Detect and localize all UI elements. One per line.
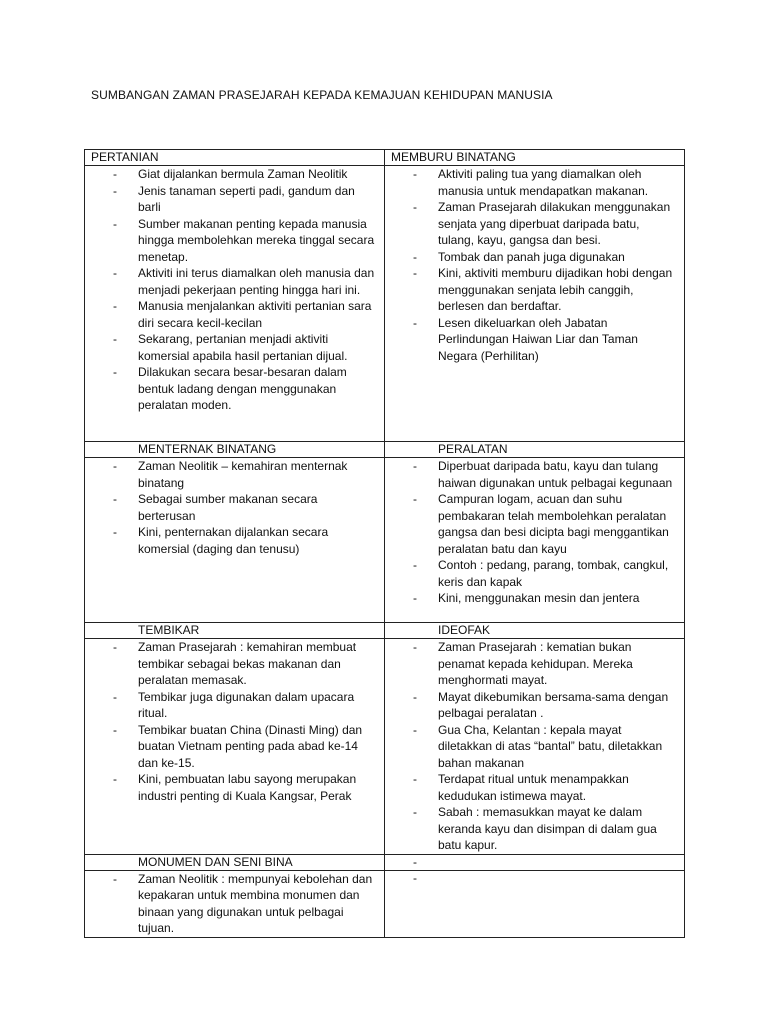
list-item bbox=[89, 722, 380, 772]
list-dash: - bbox=[413, 805, 417, 819]
list-item bbox=[89, 771, 380, 804]
list-item-text: Aktiviti paling tua yang diamalkan oleh manusia untuk mendapatkan makanan. bbox=[438, 167, 649, 198]
list-dash: - bbox=[113, 640, 117, 654]
section-heading-peralatan: PERALATAN bbox=[385, 442, 685, 458]
section-body-empty: - bbox=[385, 870, 685, 937]
list-dash: - bbox=[413, 689, 417, 704]
section-body-monumen-dan-seni-bina bbox=[85, 870, 385, 937]
list-item-text: Sumber makanan penting kepada manusia hingga membolehkan mereka tinggal secara menetap. bbox=[138, 216, 375, 264]
list-item bbox=[389, 689, 680, 722]
list-item-text: Kini, menggunakan mesin dan jentera bbox=[438, 591, 640, 605]
table-header-row bbox=[85, 623, 685, 639]
list-dash: - bbox=[413, 266, 417, 280]
list-item-text: Tembikar juga digunakan dalam upacara ritual. bbox=[138, 689, 355, 720]
list-dash: - bbox=[413, 558, 417, 572]
table-body-row bbox=[85, 458, 685, 623]
list-item bbox=[389, 722, 680, 772]
list-item bbox=[89, 166, 380, 183]
section-heading-monumen-dan-seni-bina: MONUMEN DAN SENI BINA bbox=[85, 854, 385, 870]
list-dash: - bbox=[113, 183, 117, 198]
list-item bbox=[89, 183, 380, 216]
section-heading-tembikar: TEMBIKAR bbox=[85, 623, 385, 639]
list-item-text: Zaman Prasejarah : kemahiran membuat tembikar sebagai bekas makanan dan peralatan memasak. bbox=[138, 640, 357, 687]
list-item-text: Sekarang, pertanian menjadi aktiviti komersial apabila hasil pertanian dijual. bbox=[138, 332, 348, 363]
list-item bbox=[389, 639, 680, 689]
list-item bbox=[89, 216, 380, 266]
table-body-row bbox=[85, 870, 685, 937]
list-dash: - bbox=[413, 167, 417, 181]
section-body-tembikar bbox=[85, 639, 385, 855]
section-heading-empty: - bbox=[385, 854, 685, 870]
list-item-text: Contoh : pedang, parang, tombak, cangkul, keris dan kapak bbox=[438, 558, 669, 589]
list-dash: - bbox=[113, 365, 117, 379]
list-item-text: Terdapat ritual untuk menampakkan kedudukan istimewa mayat. bbox=[438, 772, 629, 803]
list-dash: - bbox=[113, 722, 117, 737]
section-heading-ideofak: IDEOFAK bbox=[385, 623, 685, 639]
list-dash: - bbox=[113, 871, 117, 886]
list-dash: - bbox=[413, 722, 417, 737]
table-header-row bbox=[85, 854, 685, 870]
list-item bbox=[389, 265, 680, 315]
list-item-text: Zaman Neolitik – kemahiran menternak binatang bbox=[138, 459, 348, 490]
list-item bbox=[89, 458, 380, 491]
list-item bbox=[389, 771, 680, 804]
list-item bbox=[89, 639, 380, 689]
list-item-text: Giat dijalankan bermula Zaman Neolitik bbox=[138, 167, 348, 181]
list-item bbox=[89, 331, 380, 364]
list-item bbox=[89, 298, 380, 331]
list-dash: - bbox=[113, 689, 117, 704]
table-header-row bbox=[85, 442, 685, 458]
list-dash: - bbox=[413, 492, 417, 506]
bullet-list bbox=[89, 639, 380, 804]
table-body-row bbox=[85, 639, 685, 855]
list-item-text: Sabah : memasukkan mayat ke dalam keranda kayu dan disimpan di dalam gua batu kapur. bbox=[438, 805, 657, 852]
list-dash: - bbox=[413, 249, 417, 264]
bullet-list bbox=[389, 166, 680, 364]
list-dash: - bbox=[113, 332, 117, 346]
list-dash: - bbox=[113, 525, 117, 539]
list-item bbox=[89, 689, 380, 722]
list-dash: - bbox=[413, 459, 417, 473]
list-item-text: Manusia menjalankan aktiviti pertanian sara diri secara kecil-kecilan bbox=[138, 299, 372, 330]
list-item-text: Zaman Prasejarah : kematian bukan penamat kepada kehidupan. Mereka menghormati mayat. bbox=[438, 640, 633, 687]
list-item-text: Kini, pembuatan labu sayong merupakan industri penting di Kuala Kangsar, Perak bbox=[138, 772, 357, 803]
section-heading-memburu-binatang: MEMBURU BINATANG bbox=[385, 150, 685, 166]
bullet-list bbox=[389, 639, 680, 854]
list-item-text: Tembikar buatan China (Dinasti Ming) dan buatan Vietnam penting pada abad ke-14 dan ke-15. bbox=[138, 722, 363, 770]
list-dash: - bbox=[413, 772, 417, 786]
list-item-text: Aktiviti ini terus diamalkan oleh manusia dan menjadi pekerjaan penting hingga hari ini. bbox=[138, 266, 375, 297]
section-body-memburu-binatang bbox=[385, 166, 685, 442]
section-heading-menternak-binatang: MENTERNAK BINATANG bbox=[85, 442, 385, 458]
list-item bbox=[389, 199, 680, 249]
list-item bbox=[89, 524, 380, 557]
list-item-text: Campuran logam, acuan dan suhu pembakaran telah membolehkan peralatan gangsa dan besi dicipta bagi menggantikan peralatan batu dan kayu bbox=[438, 492, 669, 556]
list-item bbox=[389, 166, 680, 199]
section-body-peralatan bbox=[385, 458, 685, 623]
list-item-text: Gua Cha, Kelantan : kepala mayat diletakkan di atas “bantal” batu, diletakkan bahan makanan bbox=[438, 722, 663, 770]
list-item-text: Kini, penternakan dijalankan secara komersial (daging dan tenusu) bbox=[138, 525, 329, 556]
list-dash: - bbox=[413, 591, 417, 605]
document-title: SUMBANGAN ZAMAN PRASEJARAH KEPADA KEMAJUAN KEHIDUPAN MANUSIA bbox=[91, 88, 553, 102]
list-item-text: Mayat dikebumikan bersama-sama dengan pelbagai peralatan . bbox=[438, 689, 669, 720]
list-item bbox=[389, 315, 680, 365]
list-item bbox=[89, 265, 380, 298]
table-body-row bbox=[85, 166, 685, 442]
list-item-text: Diperbuat daripada batu, kayu dan tulang haiwan digunakan untuk pelbagai kegunaan bbox=[438, 459, 673, 490]
list-dash: - bbox=[113, 492, 117, 506]
bullet-list bbox=[389, 458, 680, 607]
list-item bbox=[89, 871, 380, 937]
list-item-text: Dilakukan secara besar-besaran dalam bentuk ladang dengan menggunakan peralatan moden. bbox=[138, 365, 347, 412]
list-item bbox=[389, 804, 680, 854]
section-body-pertanian bbox=[85, 166, 385, 442]
list-dash: - bbox=[113, 167, 117, 181]
list-dash: - bbox=[113, 772, 117, 786]
list-dash: - bbox=[413, 200, 417, 214]
list-item-text: Zaman Neolitik : mempunyai kebolehan dan kepakaran untuk membina monumen dan binaan yang digunakan untuk pelbagai tujuan. bbox=[138, 871, 373, 935]
section-heading-pertanian: PERTANIAN bbox=[85, 150, 385, 166]
bullet-list bbox=[89, 458, 380, 557]
list-dash: - bbox=[413, 315, 417, 330]
list-item-text: Sebagai sumber makanan secara berterusan bbox=[138, 492, 318, 523]
list-dash: - bbox=[413, 640, 417, 654]
bullet-list bbox=[89, 166, 380, 414]
bullet-list bbox=[89, 871, 380, 937]
list-item bbox=[389, 249, 680, 266]
list-item bbox=[389, 557, 680, 590]
table-header-row bbox=[85, 150, 685, 166]
list-item-text: Zaman Prasejarah dilakukan menggunakan senjata yang diperbuat daripada batu, tulang, kayu, gangsa dan besi. bbox=[438, 200, 671, 247]
list-dash: - bbox=[113, 216, 117, 231]
list-item-text: Lesen dikeluarkan oleh Jabatan Perlindungan Haiwan Liar dan Taman Negara (Perhilitan) bbox=[438, 315, 638, 363]
list-dash: - bbox=[113, 266, 117, 280]
list-item bbox=[389, 458, 680, 491]
list-item-text: Kini, aktiviti memburu dijadikan hobi dengan menggunakan senjata lebih canggih, berlesen dan berdaftar. bbox=[438, 266, 673, 313]
section-body-menternak-binatang bbox=[85, 458, 385, 623]
summary-table bbox=[84, 149, 685, 938]
list-item bbox=[89, 491, 380, 524]
list-item-text: Tombak dan panah juga digunakan bbox=[438, 249, 625, 264]
list-item-text: Jenis tanaman seperti padi, gandum dan barli bbox=[138, 183, 355, 214]
list-dash: - bbox=[113, 299, 117, 313]
section-body-ideofak bbox=[385, 639, 685, 855]
list-item bbox=[89, 364, 380, 414]
list-dash: - bbox=[113, 459, 117, 473]
list-item bbox=[389, 590, 680, 607]
list-item bbox=[389, 491, 680, 557]
